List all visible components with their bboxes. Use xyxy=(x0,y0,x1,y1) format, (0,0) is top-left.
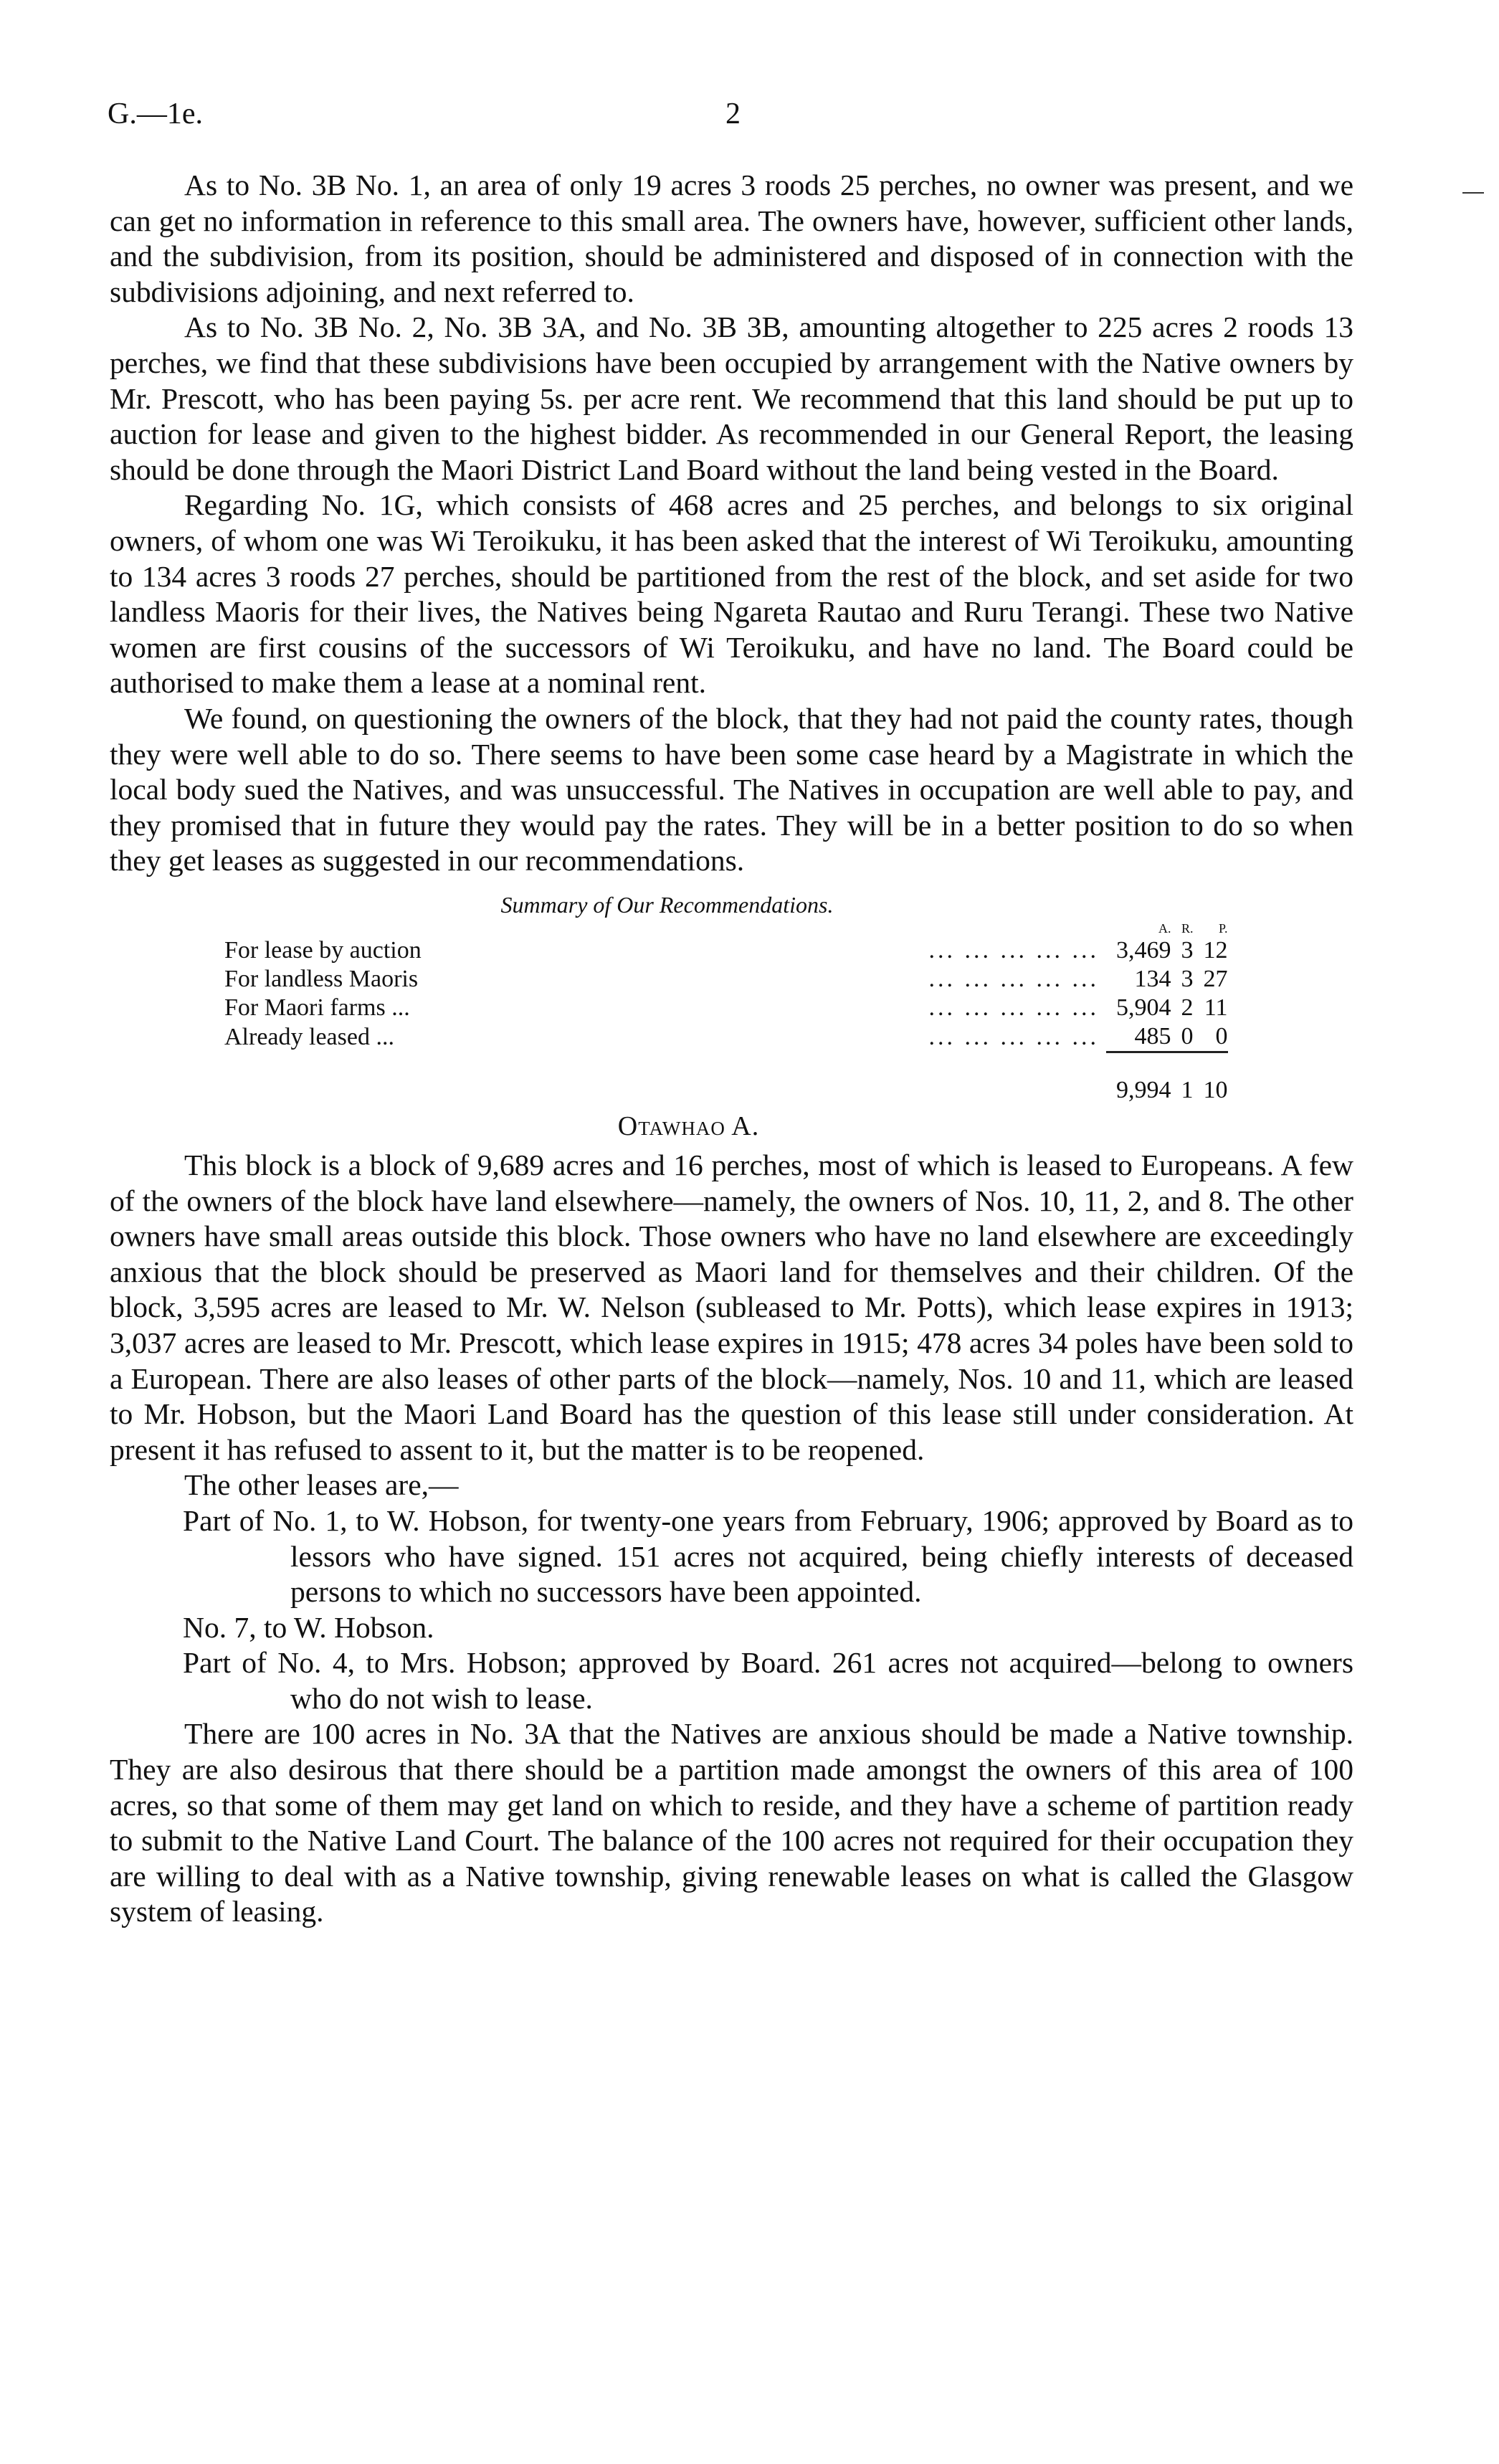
table-row xyxy=(224,994,1228,1022)
roods: 0 xyxy=(1181,1022,1194,1050)
total-row xyxy=(224,1076,1228,1105)
perches: 12 xyxy=(1203,936,1228,964)
acres: 485 xyxy=(1134,1022,1171,1050)
paragraph: This block is a block of 9,689 acres and 16 perches, most of which is leased to Europeans. A few of the owners of the block have land elsewhere—namely, the owners of Nos. 10, 11, 2, and 8. The other owners have small areas outside this block. Those owners who have no land elsewhere are exceedingly anxious that the block should be preserved as Maori land for themselves and their children. Of the block, 3,595 acres are leased to Mr. W. Nelson (subleased to Mr. Potts), which lease expires in 1913; 3,037 acres are leased to Mr. Prescott, which lease expires in 1915; 478 acres 34 poles have been sold to a European. There are also leases of other parts of the block—namely, Nos. 10 and 11, which are leased to Mr. Hobson, but the Maori Land Board has the question of this lease still under consideration. At present it has refused to assent to it, but the matter is to be reopened. xyxy=(110,1148,1353,1466)
roods: 3 xyxy=(1181,965,1194,992)
page-number: 2 xyxy=(725,97,741,130)
total-roods: 1 xyxy=(1181,1077,1194,1104)
paragraph: As to No. 3B No. 1, an area of only 19 acres 3 roods 25 perches, no owner was present, and we can get no information in reference to this small area. The owners have, however, sufficient other lands, and the subdivision, from its position, should be administered and disposed of in connection with the subdivisions adjoining, and next referred to. xyxy=(110,168,1353,308)
roods: 3 xyxy=(1181,936,1194,964)
total-perches: 10 xyxy=(1203,1077,1228,1104)
lease-item: Part of No. 4, to Mrs. Hobson; approved by Board. 261 acres not acquired—belong to owners who do not wish to lease. xyxy=(183,1646,1353,1715)
roods: 2 xyxy=(1181,994,1194,1021)
row-label: For landless Maoris xyxy=(224,965,419,992)
table-row xyxy=(224,1022,1228,1052)
paragraph: Regarding No. 1G, which consists of 468 acres and 25 perches, and belongs to six original owners, of whom one was Wi Teroikuku, it has been asked that the interest of Wi Teroikuku, amounting to 134 acres 3 roods 27 perches, should be partitioned from the rest of the block, and set aside for two landless Maoris for their lives, the Natives being Ngareta Rautao and Ruru Terangi. These two Native women are first cousins of the successors of Wi Teroikuku, and have no land. The Board could be authorised to make them a lease at a nominal rent. xyxy=(110,488,1353,700)
row-label: For Maori farms ... xyxy=(224,994,410,1021)
margin-mark xyxy=(1462,192,1484,194)
perches: 11 xyxy=(1204,994,1228,1021)
paragraph: As to No. 3B No. 2, No. 3B 3A, and No. 3B 3B, amounting altogether to 225 acres 2 roods 13 perches, we find that these subdivisions have been occupied by arrangement with the Native owners by Mr. Prescott, who has been paying 5s. per acre rent. We recommend that this land should be put up to auction for lease and given to the highest bidder. As recommended in our General Report, the leasing should be done through the Maori District Land Board without the land being vested in the Board. xyxy=(110,310,1353,486)
table-row xyxy=(224,936,1228,965)
column-header-acres: A. xyxy=(1158,921,1171,936)
row-label: For lease by auction xyxy=(224,936,422,964)
leases-leadin: The other leases are,— xyxy=(184,1468,459,1502)
acres: 3,469 xyxy=(1116,936,1171,964)
acres: 5,904 xyxy=(1116,994,1171,1021)
column-header-roods: R. xyxy=(1181,921,1194,936)
perches: 27 xyxy=(1203,965,1228,992)
lease-item: No. 7, to W. Hobson. xyxy=(183,1610,434,1644)
leader-dots: ... ... ... ... ... xyxy=(928,1023,1099,1050)
perches: 0 xyxy=(1215,1022,1228,1050)
leader-dots: ... ... ... ... ... xyxy=(928,994,1099,1021)
acres: 134 xyxy=(1134,965,1171,992)
page-body xyxy=(110,168,1353,1930)
column-header-perches: P. xyxy=(1218,921,1228,936)
summary-caption: Summary of Our Recommendations. xyxy=(500,891,834,918)
total-acres: 9,994 xyxy=(1116,1077,1171,1104)
paragraph: There are 100 acres in No. 3A that the Natives are anxious should be made a Native township. They are also desirous that there should be a partition made amongst the owners of this area of 100 acres, so that some of them may get land on which to reside, and they have a scheme of partition ready to submit to the Native Land Court. The balance of the 100 acres not required for their occupation they are willing to deal with as a Native township, giving renewable leases on what is called the Glasgow system of leasing. xyxy=(110,1717,1353,1928)
table-row xyxy=(224,965,1228,994)
summary-table xyxy=(224,921,1228,1105)
lease-item: Part of No. 1, to W. Hobson, for twenty-one years from February, 1906; approved by Board as to lessors who have signed. 151 acres not acquired, being chiefly interests of deceased persons to which no successors have been appointed. xyxy=(183,1503,1353,1609)
leader-dots: ... ... ... ... ... xyxy=(928,965,1099,992)
document-reference: G.—1e. xyxy=(108,97,203,130)
paragraph: We found, on questioning the owners of the block, that they had not paid the county rates, though they were well able to do so. There seems to have been some case heard by a Magistrate in which the local body sued the Natives, and was unsuccessful. The Natives in occupation are well able to pay, and they promised that in future they would pay the rates. They will be in a better position to do so when they get leases as suggested in our recommendations. xyxy=(110,701,1353,877)
row-label: Already leased ... xyxy=(224,1023,394,1050)
leader-dots: ... ... ... ... ... xyxy=(928,936,1099,964)
section-heading: Otawhao A. xyxy=(617,1111,760,1142)
